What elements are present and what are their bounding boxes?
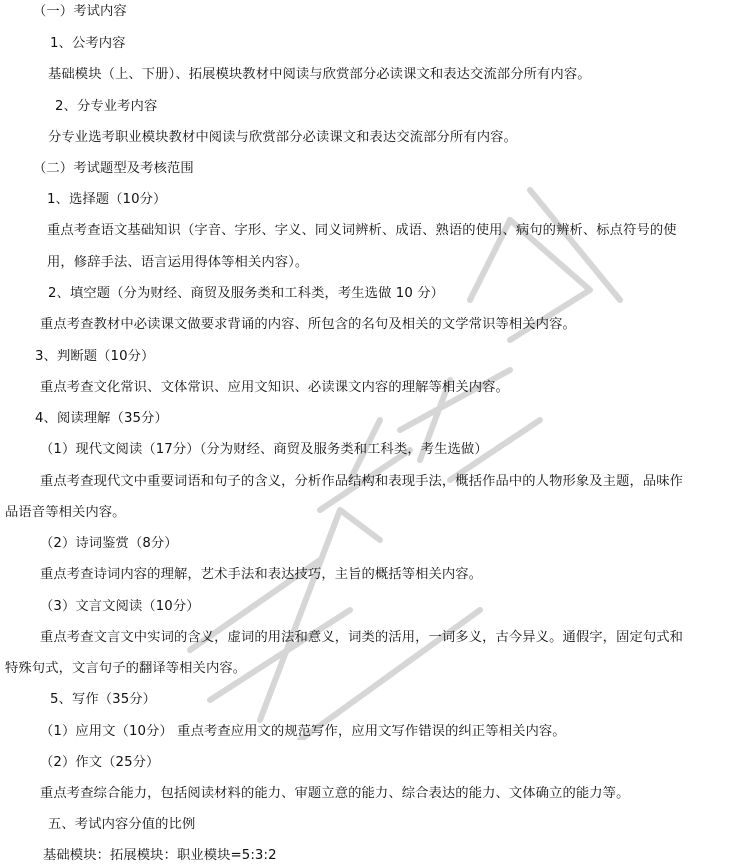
subheading-true-false: 3、判断题（10分） xyxy=(35,349,155,364)
paragraph: 重点考查现代文中重要词语和句子的含义，分析作品结构和表现手法，概括作品中的人物形象及主题，品味作 xyxy=(40,474,684,489)
subheading-common-content: 1、公考内容 xyxy=(50,36,126,51)
subheading-fill-in-blank: 2、填空题（分为财经、商贸及服务类和工科类，考生选做 10 分） xyxy=(48,286,445,301)
watermark-stroke xyxy=(260,510,380,720)
paragraph-continuation: 用，修辞手法、语言运用得体等相关内容）。 xyxy=(47,255,309,270)
paragraph: 重点考查诗词内容的理解，艺术手法和表达技巧，主旨的概括等相关内容。 xyxy=(40,567,483,582)
paragraph: 重点考查综合能力，包括阅读材料的能力、审题立意的能力、综合表达的能力、文体确立的能力等。 xyxy=(40,786,630,801)
paragraph: 重点考查教材中必读课文做要求背诵的内容、所包含的名句及相关的文学常识等相关内容。 xyxy=(40,317,576,332)
subheading-practical-writing: （1）应用文（10分） 重点考查应用文的规范写作，应用文写作错误的纠正等相关内容。 xyxy=(40,724,566,739)
subheading-writing: 5、写作（35分） xyxy=(50,692,157,707)
subheading-modern-text: （1）现代文阅读（17分）（分为财经、商贸及服务类和工科类，考生选做） xyxy=(40,442,488,457)
watermark-stroke xyxy=(530,190,620,300)
paragraph-continuation: 特殊句式，文言句子的翻译等相关内容。 xyxy=(5,661,247,676)
section-heading-exam-content: （一）考试内容 xyxy=(33,4,127,19)
subheading-essay: （2）作文（25分） xyxy=(40,755,160,770)
paragraph: 重点考查文化常识、文体常识、应用文知识、必读课文内容的理解等相关内容。 xyxy=(40,380,509,395)
watermark-stroke xyxy=(210,610,350,700)
subheading-major-content: 2、分专业考内容 xyxy=(55,99,158,114)
subheading-poetry: （2）诗词鉴赏（8分） xyxy=(40,536,178,551)
paragraph: 分专业选考职业模块教材中阅读与欣赏部分必读课文和表达交流部分所有内容。 xyxy=(48,130,517,145)
paragraph: 重点考查语文基础知识（字音、字形、字义、同义词辨析、成语、熟语的使用、病句的辨析、标点符号的使 xyxy=(47,223,677,238)
subheading-classical-chinese: （3）文言文阅读（10分） xyxy=(40,599,200,614)
score-ratio: 基础模块：拓展模块：职业模块=5:3:2 xyxy=(43,848,277,863)
section-heading-question-types: （二）考试题型及考核范围 xyxy=(33,161,194,176)
subheading-reading: 4、阅读理解（35分） xyxy=(35,411,168,426)
paragraph-continuation: 品语音等相关内容。 xyxy=(5,505,126,520)
section-heading-score-ratio: 五、考试内容分值的比例 xyxy=(48,817,196,832)
paragraph: 基础模块（上、下册）、拓展模块教材中阅读与欣赏部分必读课文和表达交流部分所有内容。 xyxy=(48,67,591,82)
paragraph: 重点考查文言文中实词的含义，虚词的用法和意义，词类的活用，一词多义，古今异义。通假字，固定句式和 xyxy=(40,630,684,645)
subheading-multiple-choice: 1、选择题（10分） xyxy=(47,192,167,207)
